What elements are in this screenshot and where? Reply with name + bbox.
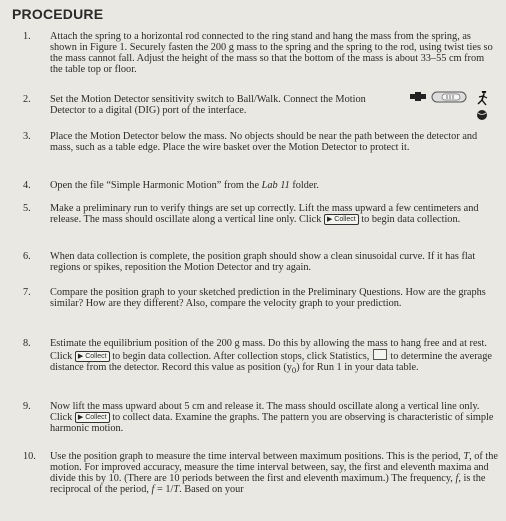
collect-button[interactable]: ▶ Collect	[75, 351, 110, 362]
step-number: 1.	[23, 31, 31, 42]
statistics-icon[interactable]	[373, 349, 387, 360]
step-text: Estimate the equilibrium position of the 200 g mass. Do this by allowing the mass to hang free and at rest. Click ▶ Collect to begin data collection. After collection stops, click Statistics, to determine the average distance from the detector. Record this value as position $(y_0)$ for Run 1 in your data table.	[50, 338, 492, 376]
step-text: Now lift the mass upward about 5 cm and release it. The mass should oscillate along a vertical line only. Click ▶ Collect to collect data. Examine the graphs. The pattern you are observing is characteristic of simple harmonic motion.	[50, 401, 494, 434]
step-text: Make a preliminary run to verify things are set up correctly. Lift the mass upward a few centimeters and release. The mass should oscillate along a vertical line only. Click ▶ Collect to begin data collection.	[50, 203, 479, 225]
step-number: 9.	[23, 401, 31, 412]
step-number: 8.	[23, 338, 31, 349]
step-text: Open the file “Simple Harmonic Motion” from the Lab 11 folder.	[50, 180, 319, 191]
step-text: Use the position graph to measure the time interval between maximum positions. This is the period, T, of the motion. For improved accuracy, measure the time interval between, say, the first and eleventh maxima and divide this by 10. (There are 10 periods between the first and eleventh maximum.) The frequency, f, is the reciprocal of the period, f = 1/T. Based on your	[50, 451, 498, 495]
step-number: 5.	[23, 203, 31, 214]
step-number: 4.	[23, 180, 31, 191]
step-number: 10.	[23, 451, 36, 462]
step-number: 2.	[23, 94, 31, 105]
step-number: 6.	[23, 251, 31, 262]
step-text: Attach the spring to a horizontal rod connected to the ring stand and hang the mass from the spring, as shown in Figure 1. Securely fasten the 200 g mass to the spring and the spring to the rod, using twist ties so the mass cannot fall. Adjust the height of the mass so that the bottom of the mass is about 33–55 cm from the table top or floor.	[50, 31, 493, 75]
step-text: Place the Motion Detector below the mass. No objects should be near the path between the detector and mass, such as a table edge. Place the wire basket over the Motion Detector to protect it.	[50, 131, 478, 153]
step-text: Compare the position graph to your sketched prediction in the Preliminary Questions. How are the graphs similar? How are they different? Also, compare the velocity graph to your prediction.	[50, 287, 486, 309]
step-number: 3.	[23, 131, 31, 142]
step-text: When data collection is complete, the position graph should show a clean sinusoidal curve. If it has flat regions or spikes, reposition the Motion Detector and try again.	[50, 251, 476, 273]
section-title: PROCEDURE	[12, 6, 104, 22]
collect-button[interactable]: ▶ Collect	[75, 412, 110, 423]
step-number: 7.	[23, 287, 31, 298]
step-text: Set the Motion Detector sensitivity switch to Ball/Walk. Connect the Motion Detector to a digital (DIG) port of the interface.	[50, 94, 366, 116]
collect-button[interactable]: ▶ Collect	[324, 214, 359, 225]
lab-name: Lab 11	[261, 180, 290, 191]
